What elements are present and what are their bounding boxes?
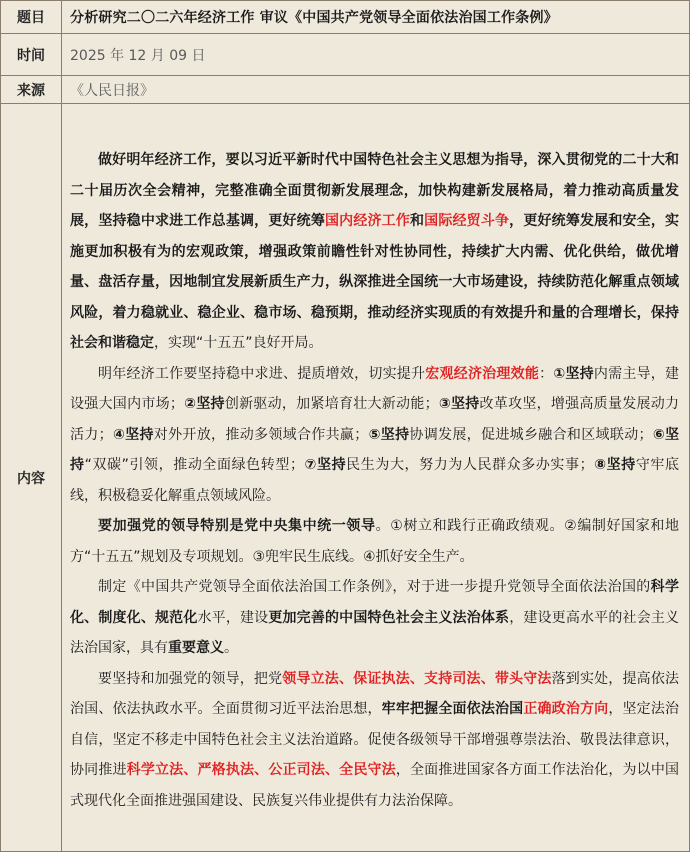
title-label: 题目 bbox=[1, 1, 62, 34]
paragraph bbox=[70, 359, 679, 512]
time-value: 2025 年 12 月 09 日 bbox=[62, 34, 690, 76]
bold-text: ⑧坚持 bbox=[593, 457, 636, 473]
highlight-text: 领导立法、保证执法、支持司法、带头守法 bbox=[282, 670, 552, 687]
bold-text: ，更好统筹发展和安全，实施更加积极有为的宏观政策，增强政策前瞻性针对性协同性，持续扩大内需、优化供给，做优增量、盘活存量，因地制宜发展新质生产力，纵深推进全国统一大市场建设，持续防范化解重点领域风险，着力稳就业、稳企业、稳市场、稳预期，推动经济实现质的有效提升和量的合理增长，保持社会和谐稳定 bbox=[70, 213, 680, 351]
paragraph bbox=[70, 511, 679, 572]
bold-text: ①坚持 bbox=[553, 365, 594, 382]
highlight-text: 正确政治方向 bbox=[523, 701, 609, 717]
bold-text: 和 bbox=[410, 213, 425, 229]
bold-text: ④坚持 bbox=[112, 426, 154, 443]
bold-text: ⑦坚持 bbox=[303, 457, 347, 473]
body-text: ，建设更高水平的社会主义法治国家，具有 bbox=[70, 609, 680, 656]
content-row bbox=[1, 104, 690, 852]
bold-text: ③坚持 bbox=[438, 396, 480, 412]
body-text: 落到实处，提高依法治国、依法执政水平。全面贯彻习近平法治思想， bbox=[70, 670, 680, 717]
bold-text: 做好明年经济工作，要以习近平新时代中国特色社会主义思想为指导，深入贯彻党的二十大和二十届历次全会精神，完整准确全面贯彻新发展理念，加快构建新发展格局，着力推动高质量发展，坚持稳中求进工作总基调，更好统筹 bbox=[70, 152, 679, 229]
body-text: 。 bbox=[224, 640, 238, 656]
body-text: 。①树立和践行正确政绩观。②编制好国家和地方“十五五”规划及专项规划。③兜牢民生底线。④抓好安全生产。 bbox=[70, 518, 679, 565]
body-text: 民生为大，努力为人民群众多办实事； bbox=[346, 457, 594, 473]
content-label: 内容 bbox=[1, 104, 62, 852]
time-row bbox=[1, 34, 690, 76]
body-text: 内需主导，建设强大国内市场； bbox=[70, 365, 680, 412]
bold-text: 更加完善的中国特色社会主义法治体系 bbox=[268, 609, 510, 626]
source-row bbox=[1, 76, 690, 104]
body-text: 创新驱动，加紧培育壮大新动能； bbox=[224, 396, 439, 412]
paragraph bbox=[70, 572, 679, 664]
body-text: ，坚定法治自信，坚定不移走中国特色社会主义法治道路。促使各级领导干部增强尊崇法治、敬畏法律意识，协同推进 bbox=[70, 701, 680, 778]
title-value: 分析研究二〇二六年经济工作 审议《中国共产党领导全面依法治国工作条例》 bbox=[70, 10, 558, 26]
source-label: 来源 bbox=[1, 76, 62, 104]
body-text: ，全面推进国家各方面工作法治化，为以中国式现代化全面推进强国建设、民族复兴伟业提供有力法治保障。 bbox=[70, 762, 680, 809]
time-label: 时间 bbox=[1, 34, 62, 76]
body-text: 协调发展，促进城乡融合和区域联动； bbox=[409, 426, 653, 443]
bold-text: 牢牢把握全面依法治国 bbox=[381, 701, 524, 717]
body-text: 要坚持和加强党的领导，把党 bbox=[98, 670, 283, 687]
title-value-cell bbox=[62, 1, 690, 34]
body-text: ，实现“十五五”良好开局。 bbox=[154, 335, 323, 351]
bold-text: 重要意义 bbox=[168, 640, 224, 656]
highlight-text: 宏观经济治理效能 bbox=[425, 365, 540, 382]
body-text: 明年经济工作要坚持稳中求进、提质增效，切实提升 bbox=[98, 365, 426, 382]
body-text: 水平，建设 bbox=[197, 609, 269, 626]
bold-text: ⑤坚持 bbox=[368, 426, 410, 443]
bold-text: ⑥坚持 bbox=[70, 426, 680, 473]
body-text: 改革攻坚，增强高质量发展动力活力； bbox=[70, 396, 680, 443]
source-value: 《人民日报》 bbox=[62, 76, 690, 104]
title-row bbox=[1, 1, 690, 34]
paragraph bbox=[70, 664, 679, 817]
body-text: ： bbox=[539, 365, 554, 382]
body-text: 守牢底线，积极稳妥化解重点领域风险。 bbox=[70, 457, 680, 504]
highlight-text: 国际经贸斗争 bbox=[424, 213, 510, 229]
bold-text: ②坚持 bbox=[183, 396, 225, 412]
paragraph bbox=[70, 145, 679, 359]
highlight-text: 国内经济工作 bbox=[325, 213, 410, 229]
bold-text: 要加强党的领导特别是党中央集中统一领导 bbox=[98, 518, 376, 534]
body-text: “双碳”引领，推动全面绿色转型； bbox=[84, 457, 304, 473]
bold-text: 科学化、制度化、规范化 bbox=[70, 579, 680, 626]
body-text: 对外开放，推动多领域合作共赢； bbox=[153, 426, 369, 443]
content-body bbox=[62, 104, 690, 852]
highlight-text: 科学立法、严格执法、公正司法、全民守法 bbox=[126, 762, 396, 778]
body-text: 制定《中国共产党领导全面依法治国工作条例》，对于进一步提升党领导全面依法治国的 bbox=[98, 579, 651, 595]
